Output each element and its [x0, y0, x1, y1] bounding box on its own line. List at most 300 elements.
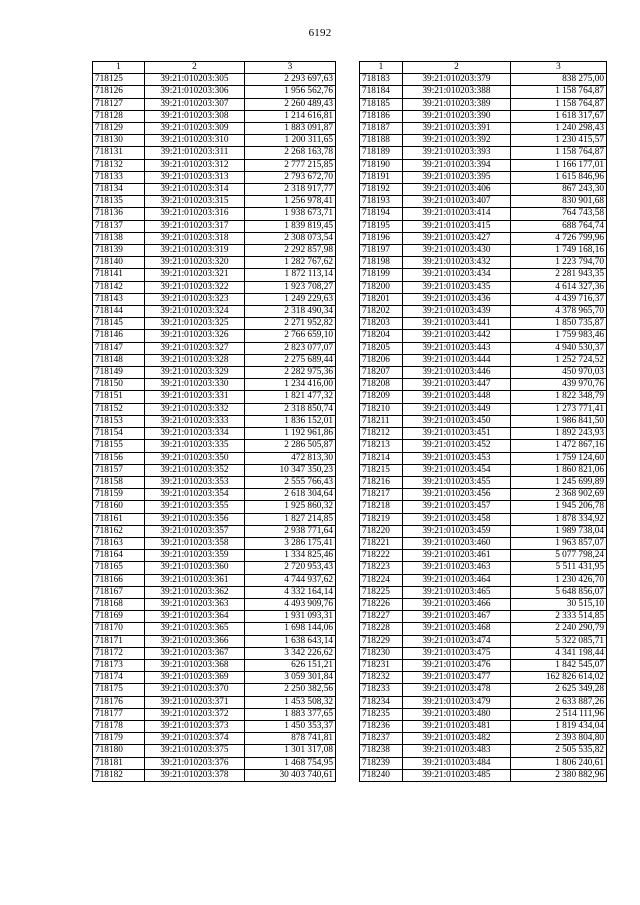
value-cell: 1 923 708,27	[245, 281, 336, 293]
value-cell: 867 243,30	[511, 184, 607, 196]
value-cell: 4 940 530,37	[511, 342, 607, 354]
table-row	[360, 476, 607, 488]
row-number-cell: 718185	[360, 98, 403, 110]
cadastral-number-cell: 39:21:010203:327	[145, 342, 245, 354]
table-row	[360, 525, 607, 537]
row-number-cell: 718162	[93, 525, 145, 537]
table-row	[93, 647, 336, 659]
cadastral-number-cell: 39:21:010203:465	[403, 586, 511, 598]
row-number-cell: 718141	[93, 269, 145, 281]
value-cell: 1 883 091,87	[245, 123, 336, 135]
value-cell: 2 793 672,70	[245, 171, 336, 183]
table-row	[360, 379, 607, 391]
value-cell: 1 878 334,92	[511, 513, 607, 525]
row-number-cell: 718184	[360, 86, 403, 98]
table-row	[360, 171, 607, 183]
cadastral-number-cell: 39:21:010203:442	[403, 330, 511, 342]
value-cell: 1 618 317,67	[511, 110, 607, 122]
table-row	[360, 257, 607, 269]
cadastral-number-cell: 39:21:010203:393	[403, 147, 511, 159]
row-number-cell: 718172	[93, 647, 145, 659]
cadastral-number-cell: 39:21:010203:479	[403, 696, 511, 708]
value-cell: 2 240 290,79	[511, 623, 607, 635]
cadastral-number-cell: 39:21:010203:432	[403, 257, 511, 269]
row-number-cell: 718214	[360, 452, 403, 464]
cadastral-number-cell: 39:21:010203:485	[403, 769, 511, 781]
table-row	[93, 635, 336, 647]
value-cell: 1 273 771,41	[511, 403, 607, 415]
table-row	[93, 135, 336, 147]
row-number-cell: 718149	[93, 367, 145, 379]
row-number-cell: 718158	[93, 476, 145, 488]
value-cell: 1 158 764,87	[511, 86, 607, 98]
table-row	[360, 98, 607, 110]
value-cell: 450 970,03	[511, 367, 607, 379]
register-table-right	[359, 61, 607, 782]
row-number-cell: 718130	[93, 135, 145, 147]
value-cell: 2 268 163,78	[245, 147, 336, 159]
row-number-cell: 718223	[360, 562, 403, 574]
row-number-cell: 718196	[360, 232, 403, 244]
table-row	[360, 86, 607, 98]
table-row	[93, 537, 336, 549]
row-number-cell: 718168	[93, 598, 145, 610]
row-number-cell: 718153	[93, 415, 145, 427]
value-cell: 2 293 697,63	[245, 74, 336, 86]
table-row	[360, 635, 607, 647]
value-cell: 4 341 198,44	[511, 647, 607, 659]
table-row	[360, 184, 607, 196]
cadastral-number-cell: 39:21:010203:461	[403, 550, 511, 562]
row-number-cell: 718199	[360, 269, 403, 281]
row-number-cell: 718173	[93, 659, 145, 671]
table-row	[360, 403, 607, 415]
cadastral-number-cell: 39:21:010203:451	[403, 428, 511, 440]
cadastral-number-cell: 39:21:010203:392	[403, 135, 511, 147]
row-number-cell: 718146	[93, 330, 145, 342]
value-cell: 1 234 416,00	[245, 379, 336, 391]
row-number-cell: 718174	[93, 672, 145, 684]
row-number-cell: 718176	[93, 696, 145, 708]
value-cell: 1 223 794,70	[511, 257, 607, 269]
table-row	[360, 245, 607, 257]
value-cell: 5 322 085,71	[511, 635, 607, 647]
value-cell: 3 059 301,84	[245, 672, 336, 684]
value-cell: 2 318 917,77	[245, 184, 336, 196]
row-number-cell: 718187	[360, 123, 403, 135]
row-number-cell: 718178	[93, 720, 145, 732]
table-row	[93, 525, 336, 537]
table-row	[93, 330, 336, 342]
row-number-cell: 718229	[360, 635, 403, 647]
table-row	[360, 720, 607, 732]
cadastral-number-cell: 39:21:010203:356	[145, 513, 245, 525]
table-row	[360, 135, 607, 147]
table-row	[360, 708, 607, 720]
cadastral-number-cell: 39:21:010203:350	[145, 452, 245, 464]
row-number-cell: 718126	[93, 86, 145, 98]
table-header-row	[93, 62, 336, 74]
row-number-cell: 718205	[360, 342, 403, 354]
table-row	[93, 598, 336, 610]
cadastral-number-cell: 39:21:010203:315	[145, 196, 245, 208]
table-row	[360, 611, 607, 623]
row-number-cell: 718200	[360, 281, 403, 293]
value-cell: 1 249 229,63	[245, 293, 336, 305]
row-number-cell: 718225	[360, 586, 403, 598]
table-row	[360, 489, 607, 501]
row-number-cell: 718212	[360, 428, 403, 440]
cadastral-number-cell: 39:21:010203:379	[403, 74, 511, 86]
row-number-cell: 718175	[93, 684, 145, 696]
row-number-cell: 718135	[93, 196, 145, 208]
table-row	[360, 232, 607, 244]
cadastral-number-cell: 39:21:010203:434	[403, 269, 511, 281]
row-number-cell: 718234	[360, 696, 403, 708]
value-cell: 2 505 535,82	[511, 745, 607, 757]
value-cell: 2 308 073,54	[245, 232, 336, 244]
row-number-cell: 718238	[360, 745, 403, 757]
row-number-cell: 718128	[93, 110, 145, 122]
cadastral-number-cell: 39:21:010203:448	[403, 391, 511, 403]
row-number-cell: 718221	[360, 537, 403, 549]
value-cell: 626 151,21	[245, 659, 336, 671]
table-row	[93, 367, 336, 379]
value-cell: 1 931 093,31	[245, 611, 336, 623]
row-number-cell: 718237	[360, 733, 403, 745]
row-number-cell: 718208	[360, 379, 403, 391]
row-number-cell: 718142	[93, 281, 145, 293]
value-cell: 1 827 214,85	[245, 513, 336, 525]
cadastral-number-cell: 39:21:010203:305	[145, 74, 245, 86]
value-cell: 1 806 240,61	[511, 757, 607, 769]
value-cell: 2 250 382,56	[245, 684, 336, 696]
value-cell: 2 318 850,74	[245, 403, 336, 415]
value-cell: 2 260 489,43	[245, 98, 336, 110]
row-number-cell: 718181	[93, 757, 145, 769]
cadastral-number-cell: 39:21:010203:334	[145, 428, 245, 440]
row-number-cell: 718144	[93, 306, 145, 318]
row-number-cell: 718171	[93, 635, 145, 647]
row-number-cell: 718224	[360, 574, 403, 586]
row-number-cell: 718138	[93, 232, 145, 244]
table-row	[93, 86, 336, 98]
value-cell: 5 511 431,95	[511, 562, 607, 574]
table-row	[93, 733, 336, 745]
value-cell: 1 468 754,95	[245, 757, 336, 769]
value-cell: 1 839 819,45	[245, 220, 336, 232]
value-cell: 1 240 298,43	[511, 123, 607, 135]
value-cell: 1 301 317,08	[245, 745, 336, 757]
value-cell: 1 214 616,81	[245, 110, 336, 122]
row-number-cell: 718156	[93, 452, 145, 464]
table-row	[93, 269, 336, 281]
row-number-cell: 718183	[360, 74, 403, 86]
table-row	[93, 257, 336, 269]
table-row	[360, 367, 607, 379]
value-cell: 764 743,58	[511, 208, 607, 220]
cadastral-number-cell: 39:21:010203:364	[145, 611, 245, 623]
table-row	[93, 147, 336, 159]
table-row	[93, 208, 336, 220]
row-number-cell: 718220	[360, 525, 403, 537]
value-cell: 4 726 799,96	[511, 232, 607, 244]
value-cell: 162 826 614,02	[511, 672, 607, 684]
cadastral-number-cell: 39:21:010203:335	[145, 440, 245, 452]
table-row	[360, 745, 607, 757]
cadastral-number-cell: 39:21:010203:311	[145, 147, 245, 159]
table-row	[360, 550, 607, 562]
value-cell: 2 318 490,34	[245, 306, 336, 318]
table-row	[360, 586, 607, 598]
cadastral-number-cell: 39:21:010203:459	[403, 525, 511, 537]
value-cell: 4 744 937,62	[245, 574, 336, 586]
cadastral-number-cell: 39:21:010203:467	[403, 611, 511, 623]
value-cell: 1 836 152,01	[245, 415, 336, 427]
value-cell: 2 720 953,43	[245, 562, 336, 574]
row-number-cell: 718202	[360, 306, 403, 318]
table-row	[93, 159, 336, 171]
value-cell: 1 158 764,87	[511, 147, 607, 159]
value-cell: 2 286 505,87	[245, 440, 336, 452]
table-row	[360, 208, 607, 220]
table-row	[93, 110, 336, 122]
row-number-cell: 718209	[360, 391, 403, 403]
cadastral-number-cell: 39:21:010203:358	[145, 537, 245, 549]
value-cell: 1 615 846,96	[511, 171, 607, 183]
value-cell: 2 292 857,98	[245, 245, 336, 257]
row-number-cell: 718139	[93, 245, 145, 257]
row-number-cell: 718197	[360, 245, 403, 257]
table-header-row	[360, 62, 607, 74]
cadastral-number-cell: 39:21:010203:369	[145, 672, 245, 684]
cadastral-number-cell: 39:21:010203:361	[145, 574, 245, 586]
cadastral-number-cell: 39:21:010203:415	[403, 220, 511, 232]
cadastral-number-cell: 39:21:010203:316	[145, 208, 245, 220]
cadastral-number-cell: 39:21:010203:330	[145, 379, 245, 391]
cadastral-number-cell: 39:21:010203:427	[403, 232, 511, 244]
cadastral-number-cell: 39:21:010203:436	[403, 293, 511, 305]
cadastral-number-cell: 39:21:010203:406	[403, 184, 511, 196]
row-number-cell: 718165	[93, 562, 145, 574]
cadastral-number-cell: 39:21:010203:449	[403, 403, 511, 415]
row-number-cell: 718131	[93, 147, 145, 159]
table-row	[360, 342, 607, 354]
cadastral-number-cell: 39:21:010203:307	[145, 98, 245, 110]
cadastral-number-cell: 39:21:010203:376	[145, 757, 245, 769]
value-cell: 3 342 226,62	[245, 647, 336, 659]
value-cell: 1 759 983,46	[511, 330, 607, 342]
value-cell: 1 192 961,86	[245, 428, 336, 440]
row-number-cell: 718132	[93, 159, 145, 171]
row-number-cell: 718186	[360, 110, 403, 122]
value-cell: 4 493 909,76	[245, 598, 336, 610]
table-row	[360, 196, 607, 208]
table-row	[360, 757, 607, 769]
cadastral-number-cell: 39:21:010203:477	[403, 672, 511, 684]
table-row	[360, 159, 607, 171]
value-cell: 1 158 764,87	[511, 98, 607, 110]
value-cell: 1 989 738,04	[511, 525, 607, 537]
table-row	[93, 74, 336, 86]
value-cell: 1 872 113,14	[245, 269, 336, 281]
row-number-cell: 718152	[93, 403, 145, 415]
cadastral-number-cell: 39:21:010203:484	[403, 757, 511, 769]
row-number-cell: 718182	[93, 769, 145, 781]
cadastral-number-cell: 39:21:010203:370	[145, 684, 245, 696]
row-number-cell: 718210	[360, 403, 403, 415]
cadastral-number-cell: 39:21:010203:390	[403, 110, 511, 122]
column-header-cadastral: 2	[403, 62, 511, 74]
value-cell: 30 515,10	[511, 598, 607, 610]
row-number-cell: 718226	[360, 598, 403, 610]
row-number-cell: 718133	[93, 171, 145, 183]
table-row	[360, 293, 607, 305]
cadastral-number-cell: 39:21:010203:474	[403, 635, 511, 647]
row-number-cell: 718203	[360, 318, 403, 330]
value-cell: 688 764,74	[511, 220, 607, 232]
table-row	[93, 769, 336, 781]
value-cell: 1 842 545,07	[511, 659, 607, 671]
cadastral-number-cell: 39:21:010203:435	[403, 281, 511, 293]
cadastral-number-cell: 39:21:010203:389	[403, 98, 511, 110]
table-row	[360, 391, 607, 403]
table-row	[93, 232, 336, 244]
cadastral-number-cell: 39:21:010203:353	[145, 476, 245, 488]
cadastral-number-cell: 39:21:010203:457	[403, 501, 511, 513]
value-cell: 830 901,68	[511, 196, 607, 208]
cadastral-number-cell: 39:21:010203:367	[145, 647, 245, 659]
value-cell: 1 986 841,50	[511, 415, 607, 427]
value-cell: 2 281 943,35	[511, 269, 607, 281]
table-row	[93, 293, 336, 305]
cadastral-number-cell: 39:21:010203:450	[403, 415, 511, 427]
cadastral-number-cell: 39:21:010203:322	[145, 281, 245, 293]
cadastral-number-cell: 39:21:010203:323	[145, 293, 245, 305]
row-number-cell: 718219	[360, 513, 403, 525]
cadastral-number-cell: 39:21:010203:360	[145, 562, 245, 574]
row-number-cell: 718127	[93, 98, 145, 110]
cadastral-number-cell: 39:21:010203:481	[403, 720, 511, 732]
cadastral-number-cell: 39:21:010203:455	[403, 476, 511, 488]
value-cell: 1 883 377,65	[245, 708, 336, 720]
cadastral-number-cell: 39:21:010203:447	[403, 379, 511, 391]
cadastral-number-cell: 39:21:010203:375	[145, 745, 245, 757]
value-cell: 1 938 673,71	[245, 208, 336, 220]
cadastral-number-cell: 39:21:010203:332	[145, 403, 245, 415]
table-row	[360, 306, 607, 318]
row-number-cell: 718164	[93, 550, 145, 562]
row-number-cell: 718166	[93, 574, 145, 586]
value-cell: 1 925 860,32	[245, 501, 336, 513]
column-header-value: 3	[511, 62, 607, 74]
table-body-left	[93, 74, 336, 782]
row-number-cell: 718228	[360, 623, 403, 635]
table-row	[93, 501, 336, 513]
cadastral-number-cell: 39:21:010203:378	[145, 769, 245, 781]
table-row	[360, 147, 607, 159]
table-row	[360, 415, 607, 427]
value-cell: 2 514 111,96	[511, 708, 607, 720]
table-row	[93, 440, 336, 452]
table-row	[93, 281, 336, 293]
value-cell: 1 472 867,16	[511, 440, 607, 452]
cadastral-number-cell: 39:21:010203:468	[403, 623, 511, 635]
row-number-cell: 718170	[93, 623, 145, 635]
column-header-number: 1	[93, 62, 145, 74]
table-row	[93, 672, 336, 684]
cadastral-number-cell: 39:21:010203:407	[403, 196, 511, 208]
row-number-cell: 718179	[93, 733, 145, 745]
cadastral-number-cell: 39:21:010203:478	[403, 684, 511, 696]
value-cell: 1 282 767,62	[245, 257, 336, 269]
table-row	[360, 574, 607, 586]
cadastral-number-cell: 39:21:010203:368	[145, 659, 245, 671]
value-cell: 1 638 643,14	[245, 635, 336, 647]
value-cell: 2 766 659,10	[245, 330, 336, 342]
value-cell: 4 378 965,70	[511, 306, 607, 318]
row-number-cell: 718194	[360, 208, 403, 220]
value-cell: 878 741,81	[245, 733, 336, 745]
table-row	[360, 733, 607, 745]
table-row	[93, 98, 336, 110]
table-row	[93, 220, 336, 232]
table-row	[360, 220, 607, 232]
value-cell: 1 256 978,41	[245, 196, 336, 208]
table-row	[93, 696, 336, 708]
cadastral-number-cell: 39:21:010203:321	[145, 269, 245, 281]
row-number-cell: 718143	[93, 293, 145, 305]
table-row	[93, 574, 336, 586]
value-cell: 5 077 798,24	[511, 550, 607, 562]
table-row	[360, 513, 607, 525]
cadastral-number-cell: 39:21:010203:443	[403, 342, 511, 354]
cadastral-number-cell: 39:21:010203:482	[403, 733, 511, 745]
value-cell: 1 252 724,52	[511, 354, 607, 366]
row-number-cell: 718193	[360, 196, 403, 208]
table-row	[360, 464, 607, 476]
row-number-cell: 718206	[360, 354, 403, 366]
row-number-cell: 718137	[93, 220, 145, 232]
cadastral-number-cell: 39:21:010203:319	[145, 245, 245, 257]
row-number-cell: 718215	[360, 464, 403, 476]
table-row	[93, 171, 336, 183]
value-cell: 1 759 124,60	[511, 452, 607, 464]
cadastral-number-cell: 39:21:010203:414	[403, 208, 511, 220]
row-number-cell: 718161	[93, 513, 145, 525]
table-row	[93, 415, 336, 427]
cadastral-number-cell: 39:21:010203:362	[145, 586, 245, 598]
table-row	[360, 428, 607, 440]
cadastral-number-cell: 39:21:010203:352	[145, 464, 245, 476]
cadastral-number-cell: 39:21:010203:308	[145, 110, 245, 122]
cadastral-number-cell: 39:21:010203:454	[403, 464, 511, 476]
value-cell: 2 282 975,36	[245, 367, 336, 379]
row-number-cell: 718145	[93, 318, 145, 330]
cadastral-number-cell: 39:21:010203:391	[403, 123, 511, 135]
row-number-cell: 718177	[93, 708, 145, 720]
row-number-cell: 718148	[93, 354, 145, 366]
cadastral-number-cell: 39:21:010203:466	[403, 598, 511, 610]
cadastral-number-cell: 39:21:010203:310	[145, 135, 245, 147]
cadastral-number-cell: 39:21:010203:458	[403, 513, 511, 525]
column-header-cadastral: 2	[145, 62, 245, 74]
table-row	[360, 318, 607, 330]
table-row	[93, 354, 336, 366]
cadastral-number-cell: 39:21:010203:441	[403, 318, 511, 330]
cadastral-number-cell: 39:21:010203:318	[145, 232, 245, 244]
row-number-cell: 718160	[93, 501, 145, 513]
